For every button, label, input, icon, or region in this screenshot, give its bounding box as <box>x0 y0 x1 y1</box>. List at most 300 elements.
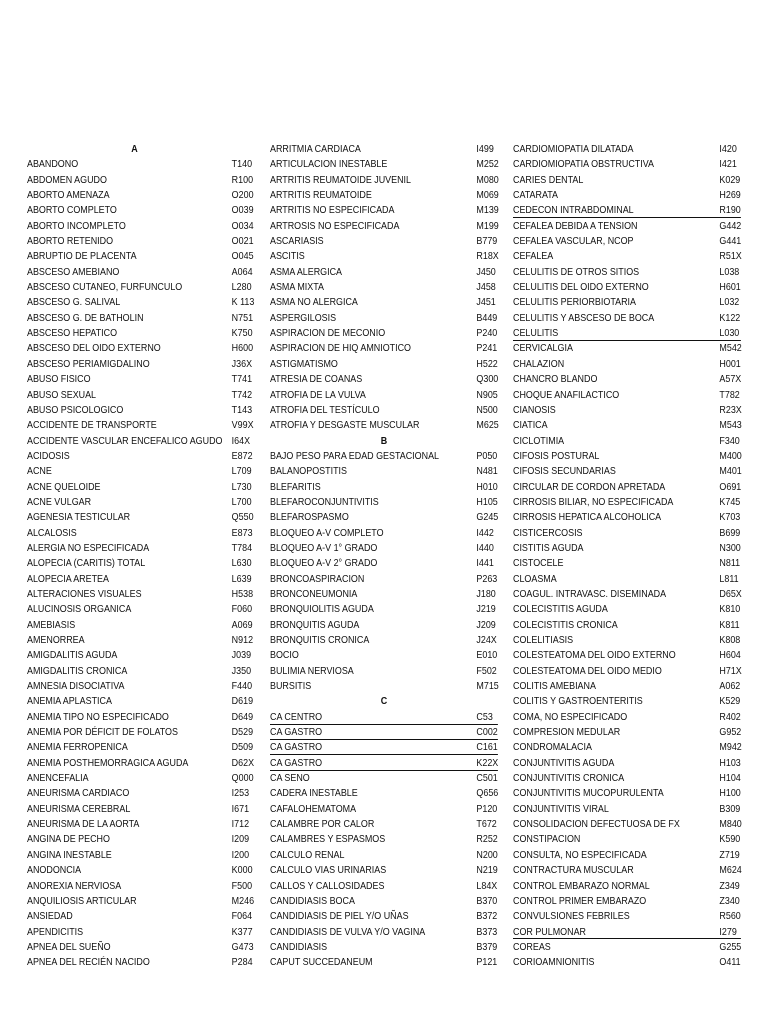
diagnosis-name: ATROFIA DE LA VULVA <box>270 389 366 401</box>
diagnosis-name: CELULITIS Y ABSCESO DE BOCA <box>513 312 655 324</box>
diagnosis-code: R100 <box>231 174 254 186</box>
diagnosis-name: ANENCEFALIA <box>27 773 89 785</box>
diagnosis-code: J36X <box>231 358 253 370</box>
diagnosis-name: CHOQUE ANAFILACTICO <box>513 389 620 401</box>
diagnosis-row <box>270 173 498 188</box>
diagnosis-code: T672 <box>476 819 497 831</box>
diagnosis-row <box>270 464 498 479</box>
diagnosis-code: J209 <box>476 619 496 631</box>
diagnosis-name: CIRCULAR DE CORDON APRETADA <box>513 481 666 493</box>
diagnosis-name: CERVICALGIA <box>513 343 573 355</box>
diagnosis-row <box>513 464 741 479</box>
diagnosis-row <box>27 326 254 341</box>
diagnosis-name: ASTIGMATISMO <box>270 358 338 370</box>
diagnosis-name: ANOREXIA NERVIOSA <box>27 880 122 892</box>
diagnosis-name: ARTRITIS NO ESPECIFICADA <box>270 205 395 217</box>
diagnosis-code: B309 <box>719 803 741 815</box>
diagnosis-code: J450 <box>476 266 496 278</box>
diagnosis-name: CALLOS Y CALLOSIDADES <box>270 880 385 892</box>
diagnosis-code: I421 <box>719 159 737 171</box>
diagnosis-row <box>27 295 254 310</box>
diagnosis-code: K590 <box>719 834 741 846</box>
diagnosis-code: B449 <box>476 312 498 324</box>
diagnosis-row <box>270 372 498 387</box>
diagnosis-row <box>27 694 254 709</box>
diagnosis-code: A064 <box>231 266 253 278</box>
section-letter-header <box>27 142 254 157</box>
diagnosis-row <box>27 372 254 387</box>
diagnosis-row <box>27 341 254 356</box>
diagnosis-row <box>270 526 498 541</box>
diagnosis-row <box>27 786 254 801</box>
diagnosis-code: E872 <box>231 450 253 462</box>
diagnosis-code: M252 <box>476 159 499 171</box>
diagnosis-code: G255 <box>719 941 742 953</box>
diagnosis-row <box>513 142 741 157</box>
diagnosis-name: ABORTO RETENIDO <box>27 236 114 248</box>
diagnosis-row <box>27 894 254 909</box>
diagnosis-code: I712 <box>231 819 250 831</box>
diagnosis-row <box>513 556 741 571</box>
diagnosis-code: O021 <box>231 236 254 248</box>
diagnosis-code: H100 <box>719 788 741 800</box>
diagnosis-row <box>27 388 254 403</box>
diagnosis-code: E010 <box>476 650 498 662</box>
diagnosis-name: ACNE VULGAR <box>27 496 92 508</box>
diagnosis-name: CIRROSIS HEPATICA ALCOHOLICA <box>513 512 662 524</box>
diagnosis-code: J350 <box>231 665 252 677</box>
diagnosis-row <box>27 664 254 679</box>
diagnosis-code: M624 <box>719 865 742 877</box>
diagnosis-row <box>27 311 254 326</box>
diagnosis-row <box>270 771 498 786</box>
diagnosis-row <box>27 403 254 418</box>
diagnosis-code: M715 <box>476 681 499 693</box>
diagnosis-row <box>27 526 254 541</box>
diagnosis-row <box>270 188 498 203</box>
diagnosis-code: D65X <box>719 588 742 600</box>
diagnosis-row <box>270 832 498 847</box>
diagnosis-code: R23X <box>719 404 742 416</box>
diagnosis-row <box>513 526 741 541</box>
diagnosis-code: Q550 <box>231 512 254 524</box>
diagnosis-name: CIFOSIS POSTURAL <box>513 450 600 462</box>
diagnosis-code: H104 <box>719 773 741 785</box>
diagnosis-name: AMNESIA DISOCIATIVA <box>27 681 125 693</box>
diagnosis-code: M625 <box>476 420 499 432</box>
diagnosis-row <box>270 219 498 234</box>
diagnosis-name: ABDOMEN AGUDO <box>27 174 107 186</box>
diagnosis-code: T140 <box>231 159 253 171</box>
diagnosis-code: H604 <box>719 650 741 662</box>
diagnosis-name: CANDIDIASIS <box>270 941 328 953</box>
diagnosis-name: ANQUILIOSIS ARTICULAR <box>27 895 137 907</box>
diagnosis-code: F060 <box>231 604 253 616</box>
diagnosis-code: M840 <box>719 819 742 831</box>
diagnosis-row <box>513 740 741 755</box>
diagnosis-name: CATARATA <box>513 190 559 202</box>
diagnosis-name: BULIMIA NERVIOSA <box>270 665 354 677</box>
diagnosis-name: ALUCINOSIS ORGANICA <box>27 604 132 616</box>
diagnosis-name: ACIDOSIS <box>27 450 70 462</box>
diagnosis-row <box>27 602 254 617</box>
diagnosis-code: L030 <box>719 328 740 340</box>
diagnosis-name: ATROFIA DEL TESTÍCULO <box>270 404 380 416</box>
diagnosis-code: F340 <box>719 435 740 447</box>
diagnosis-row <box>270 633 498 648</box>
diagnosis-code: L032 <box>719 297 740 309</box>
diagnosis-name: CONTRACTURA MUSCULAR <box>513 865 634 877</box>
diagnosis-name: ALOPECIA ARETEA <box>27 573 109 585</box>
diagnosis-code: L700 <box>231 496 252 508</box>
diagnosis-code: L84X <box>476 880 498 892</box>
diagnosis-row <box>513 633 741 648</box>
diagnosis-code: F500 <box>231 880 253 892</box>
diagnosis-code: C501 <box>476 773 498 785</box>
diagnosis-name: CANDIDIASIS DE VULVA Y/O VAGINA <box>270 926 426 938</box>
diagnosis-code: O411 <box>719 957 741 969</box>
diagnosis-name: ARTICULACION INESTABLE <box>270 159 388 171</box>
diagnosis-row <box>270 710 498 725</box>
diagnosis-row <box>513 280 741 295</box>
diagnosis-code: O039 <box>231 205 254 217</box>
diagnosis-row <box>270 618 498 633</box>
diagnosis-code: N200 <box>476 849 498 861</box>
diagnosis-code: M401 <box>719 466 742 478</box>
diagnosis-name: ABORTO INCOMPLETO <box>27 220 126 232</box>
diagnosis-row <box>27 802 254 817</box>
diagnosis-row <box>27 925 254 940</box>
diagnosis-name: CARDIOMIOPATIA OBSTRUCTIVA <box>513 159 655 171</box>
diagnosis-name: COLESTEATOMA DEL OIDO EXTERNO <box>513 650 676 662</box>
diagnosis-name: CALAMBRES Y ESPASMOS <box>270 834 386 846</box>
diagnosis-name: CALCULO RENAL <box>270 849 345 861</box>
diagnosis-code: I442 <box>476 527 494 539</box>
diagnosis-row <box>513 541 741 556</box>
diagnosis-row <box>270 955 498 970</box>
diagnosis-code: J458 <box>476 282 496 294</box>
diagnosis-name: CELULITIS DE OTROS SITIOS <box>513 266 640 278</box>
diagnosis-row <box>27 188 254 203</box>
diagnosis-name: COLECISTITIS CRONICA <box>513 619 618 631</box>
diagnosis-row <box>513 664 741 679</box>
diagnosis-code: D509 <box>231 742 254 754</box>
diagnosis-row <box>27 572 254 587</box>
diagnosis-code: K529 <box>719 696 741 708</box>
diagnosis-name: BRONQUITIS CRONICA <box>270 635 370 646</box>
diagnosis-row <box>27 464 254 479</box>
diagnosis-code: O034 <box>231 220 254 232</box>
diagnosis-row <box>27 863 254 878</box>
diagnosis-row <box>270 341 498 356</box>
diagnosis-row <box>270 311 498 326</box>
diagnosis-row <box>27 955 254 970</box>
diagnosis-code: G245 <box>476 512 499 524</box>
diagnosis-name: COREAS <box>513 941 551 953</box>
diagnosis-code: I279 <box>719 926 737 938</box>
diagnosis-name: ABUSO PSICOLOGICO <box>27 404 124 416</box>
diagnosis-name: CA GASTRO <box>270 742 323 754</box>
diagnosis-name: CISTOCELE <box>513 558 564 570</box>
diagnosis-name: ARTRITIS REUMATOIDE <box>270 190 372 202</box>
diagnosis-name: ASCARIASIS <box>270 236 324 248</box>
diagnosis-row <box>513 771 741 786</box>
diagnosis-code: A062 <box>719 681 741 693</box>
diagnosis-code: H538 <box>231 588 254 600</box>
diagnosis-row <box>513 587 741 602</box>
diagnosis-row <box>27 940 254 955</box>
diagnosis-row <box>513 495 741 510</box>
diagnosis-row <box>513 388 741 403</box>
diagnosis-name: ACCIDENTE VASCULAR ENCEFALICO AGUDO <box>27 435 223 447</box>
diagnosis-code: P240 <box>476 328 498 340</box>
diagnosis-row <box>270 587 498 602</box>
diagnosis-row <box>270 802 498 817</box>
diagnosis-row <box>27 725 254 740</box>
diagnosis-row <box>270 541 498 556</box>
diagnosis-code: G952 <box>719 727 742 739</box>
diagnosis-name: ALTERACIONES VISUALES <box>27 588 142 600</box>
diagnosis-row <box>27 909 254 924</box>
diagnosis-row <box>513 618 741 633</box>
diagnosis-code: K377 <box>231 926 253 938</box>
diagnosis-row <box>513 694 741 709</box>
diagnosis-row <box>513 449 741 464</box>
diagnosis-name: COLESTEATOMA DEL OIDO MEDIO <box>513 665 662 677</box>
diagnosis-row <box>270 265 498 280</box>
diagnosis-row <box>513 725 741 740</box>
diagnosis-name: CANDIDIASIS BOCA <box>270 895 355 907</box>
diagnosis-row <box>513 434 741 449</box>
diagnosis-code: O691 <box>719 481 742 493</box>
diagnosis-name: ABSCESO AMEBIANO <box>27 266 120 278</box>
diagnosis-row <box>513 265 741 280</box>
diagnosis-name: ARRITMIA CARDIACA <box>270 144 361 155</box>
diagnosis-code: K122 <box>719 312 741 324</box>
diagnosis-name: COAGUL. INTRAVASC. DISEMINADA <box>513 588 667 600</box>
diagnosis-row <box>513 909 741 924</box>
diagnosis-name: ASMA ALERGICA <box>270 266 343 278</box>
section-letter-header <box>270 434 498 449</box>
diagnosis-code: M080 <box>476 174 499 186</box>
diagnosis-name: BLEFAROSPASMO <box>270 512 349 524</box>
column-1 <box>27 142 254 971</box>
diagnosis-name: CONSOLIDACION DEFECTUOSA DE FX <box>513 819 680 831</box>
diagnosis-name: CISTICERCOSIS <box>513 527 583 539</box>
diagnosis-name: COMA, NO ESPECIFICADO <box>513 711 628 723</box>
diagnosis-row <box>270 326 498 341</box>
diagnosis-name: ANEMIA FERROPENICA <box>27 742 128 754</box>
diagnosis-name: BALANOPOSTITIS <box>270 466 347 478</box>
diagnosis-name: ANODONCIA <box>27 865 82 877</box>
diagnosis-code: T143 <box>231 404 253 416</box>
diagnosis-name: ANEURISMA CARDIACO <box>27 788 130 800</box>
diagnosis-code: L811 <box>719 573 739 585</box>
diagnosis-name: CHANCRO BLANDO <box>513 374 598 386</box>
diagnosis-code: K745 <box>719 496 741 508</box>
diagnosis-code: M542 <box>719 343 742 355</box>
diagnosis-row <box>270 388 498 403</box>
diagnosis-row <box>270 510 498 525</box>
diagnosis-row <box>513 249 741 264</box>
diagnosis-code: J451 <box>476 297 496 309</box>
diagnosis-code: H600 <box>231 343 254 355</box>
diagnosis-code: N481 <box>476 466 498 478</box>
diagnosis-row <box>513 418 741 433</box>
diagnosis-code: F064 <box>231 911 253 923</box>
diagnosis-name: ABSCESO CUTANEO, FURFUNCULO <box>27 282 183 294</box>
diagnosis-name: CIANOSIS <box>513 404 556 416</box>
diagnosis-code: H269 <box>719 190 741 202</box>
diagnosis-name: ASMA NO ALERGICA <box>270 297 358 309</box>
diagnosis-code: I253 <box>231 788 250 800</box>
diagnosis-code: A57X <box>719 374 742 386</box>
diagnosis-name: CONSULTA, NO ESPECIFICADA <box>513 849 647 861</box>
diagnosis-code: I64X <box>231 435 251 447</box>
diagnosis-code: R18X <box>476 251 499 263</box>
diagnosis-code: P121 <box>476 957 498 969</box>
diagnosis-code: N905 <box>476 389 498 401</box>
diagnosis-name: BLOQUEO A-V 2° GRADO <box>270 558 378 570</box>
diagnosis-code: C53 <box>476 711 493 723</box>
diagnosis-row <box>270 280 498 295</box>
diagnosis-row <box>27 510 254 525</box>
diagnosis-name: ALERGIA NO ESPECIFICADA <box>27 542 150 554</box>
diagnosis-name: CALAMBRE POR CALOR <box>270 819 375 831</box>
diagnosis-code: Q000 <box>231 773 254 785</box>
diagnosis-name: CONJUNTIVITIS VIRAL <box>513 803 609 815</box>
diagnosis-row <box>513 925 741 940</box>
diagnosis-row <box>513 940 741 955</box>
diagnosis-name: COMPRESION MEDULAR <box>513 727 621 739</box>
diagnosis-row <box>27 832 254 847</box>
diagnosis-code: H601 <box>719 282 741 294</box>
diagnosis-name: BURSITIS <box>270 681 312 693</box>
diagnosis-name: APNEA DEL RECIÉN NACIDO <box>27 957 150 969</box>
diagnosis-row <box>513 219 741 234</box>
diagnosis-name: CIRROSIS BILIAR, NO ESPECIFICADA <box>513 496 674 508</box>
diagnosis-code: I441 <box>476 558 494 570</box>
diagnosis-code: D649 <box>231 711 254 723</box>
diagnosis-name: ABANDONO <box>27 159 79 171</box>
diagnosis-name: BLEFARITIS <box>270 481 321 493</box>
diagnosis-code: Q300 <box>476 374 499 386</box>
diagnosis-row <box>513 188 741 203</box>
diagnosis-row <box>513 756 741 771</box>
diagnosis-name: ABRUPTIO DE PLACENTA <box>27 251 137 263</box>
diagnosis-name: CAFALOHEMATOMA <box>270 803 357 815</box>
diagnosis-row <box>270 480 498 495</box>
diagnosis-code: K029 <box>719 174 741 186</box>
diagnosis-row <box>27 648 254 663</box>
diagnosis-code: H001 <box>719 358 741 370</box>
diagnosis-code: K 113 <box>231 297 255 309</box>
diagnosis-row <box>513 311 741 326</box>
diagnosis-name: BAJO PESO PARA EDAD GESTACIONAL <box>270 450 440 462</box>
diagnosis-name: BRONCOASPIRACION <box>270 573 365 585</box>
diagnosis-code: Z340 <box>719 895 740 907</box>
diagnosis-name: ABORTO COMPLETO <box>27 205 117 217</box>
diagnosis-name: CA GASTRO <box>270 727 323 739</box>
diagnosis-row <box>270 495 498 510</box>
diagnosis-code: H522 <box>476 358 498 370</box>
diagnosis-row <box>513 572 741 587</box>
diagnosis-row <box>270 572 498 587</box>
diagnosis-code: L709 <box>231 466 252 478</box>
diagnosis-row <box>270 894 498 909</box>
diagnosis-row <box>270 925 498 940</box>
diagnosis-code: M543 <box>719 420 742 432</box>
diagnosis-name: APENDICITIS <box>27 926 84 938</box>
diagnosis-code: L639 <box>231 573 252 585</box>
diagnosis-code: P263 <box>476 573 498 585</box>
diagnosis-name: ASPIRACION DE MECONIO <box>270 328 386 340</box>
section-letter: C <box>380 696 388 708</box>
diagnosis-code: B373 <box>476 926 498 938</box>
diagnosis-row <box>27 418 254 433</box>
diagnosis-name: CISTITIS AGUDA <box>513 542 584 554</box>
diagnosis-name: ANSIEDAD <box>27 911 73 923</box>
diagnosis-row <box>27 740 254 755</box>
diagnosis-code: I420 <box>719 144 737 155</box>
diagnosis-row <box>27 848 254 863</box>
diagnosis-code: N500 <box>476 404 498 416</box>
diagnosis-row <box>270 848 498 863</box>
diagnosis-row <box>270 679 498 694</box>
diagnosis-code: N811 <box>719 558 741 570</box>
diagnosis-name: CORIOAMNIONITIS <box>513 957 595 969</box>
diagnosis-row <box>513 832 741 847</box>
diagnosis-row <box>27 357 254 372</box>
diagnosis-code: R190 <box>719 205 741 217</box>
diagnosis-row <box>270 418 498 433</box>
diagnosis-code: K703 <box>719 512 741 524</box>
diagnosis-row <box>513 295 741 310</box>
diagnosis-name: BOCIO <box>270 650 299 662</box>
diagnosis-row <box>513 602 741 617</box>
diagnosis-code: I200 <box>231 849 250 861</box>
diagnosis-code: L630 <box>231 558 252 570</box>
diagnosis-row <box>27 157 254 172</box>
diagnosis-name: CONSTIPACION <box>513 834 581 846</box>
diagnosis-code: M139 <box>476 205 499 217</box>
diagnosis-row <box>270 940 498 955</box>
diagnosis-name: CONDROMALACIA <box>513 742 592 754</box>
diagnosis-name: BRONCONEUMONIA <box>270 588 358 600</box>
diagnosis-row <box>270 725 498 740</box>
diagnosis-name: ANEMIA TIPO NO ESPECIFICADO <box>27 711 169 723</box>
diagnosis-code: K000 <box>231 865 253 877</box>
diagnosis-row <box>27 480 254 495</box>
diagnosis-name: CEFALEA DEBIDA A TENSION <box>513 220 638 232</box>
diagnosis-name: CA SENO <box>270 773 310 785</box>
diagnosis-row <box>513 234 741 249</box>
diagnosis-name: CEFALEA VASCULAR, NCOP <box>513 236 634 248</box>
diagnosis-code: G441 <box>719 236 742 248</box>
diagnosis-name: CALCULO VIAS URINARIAS <box>270 865 387 877</box>
diagnosis-code: P284 <box>231 957 253 969</box>
diagnosis-code: Q656 <box>476 788 499 800</box>
diagnosis-code: B370 <box>476 895 498 907</box>
diagnosis-code: J219 <box>476 604 496 616</box>
diagnosis-row <box>27 771 254 786</box>
diagnosis-row <box>27 249 254 264</box>
diagnosis-name: CEDECON INTRABDOMINAL <box>513 205 634 217</box>
diagnosis-code: Z349 <box>719 880 740 892</box>
diagnosis-row <box>27 587 254 602</box>
diagnosis-code: L038 <box>719 266 740 278</box>
diagnosis-name: COR PULMONAR <box>513 926 586 938</box>
